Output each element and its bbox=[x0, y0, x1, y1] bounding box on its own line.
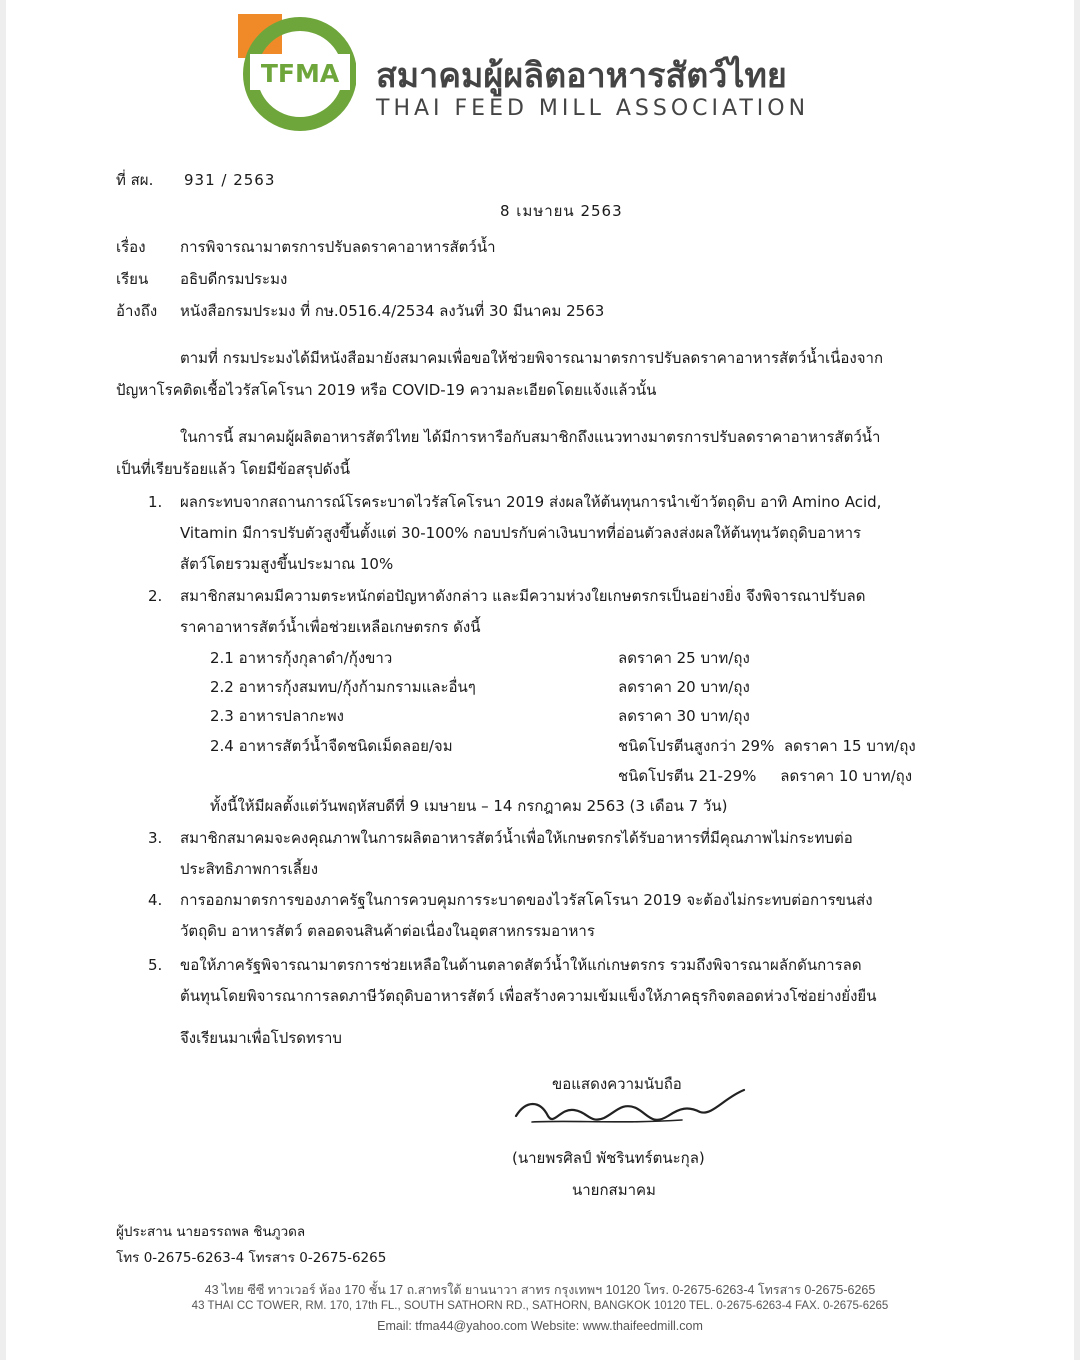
logo-text: TFMA bbox=[260, 59, 340, 88]
letter-date: 8 เมษายน 2563 bbox=[500, 202, 623, 220]
signer-title: นายกสมาคม bbox=[572, 1181, 656, 1199]
item2-line2: ราคาอาหารสัตว์น้ำเพื่อช่วยเหลือเกษตรกร ดังนี้ bbox=[180, 618, 481, 636]
para1-line2: ปัญหาโรคติดเชื้อไวรัสโคโรนา 2019 หรือ COVID-19 ความละเอียดโดยแจ้งแล้วนั้น bbox=[116, 381, 657, 399]
price-row-label: 2.2 อาหารกุ้งสมทบ/กุ้งก้ามกรามและอื่นๆ bbox=[210, 678, 476, 696]
signer-name: (นายพรศิลป์ พัชรินทร์ตนะกุล) bbox=[512, 1149, 705, 1167]
item1-line2: Vitamin มีการปรับตัวสูงขึ้นตั้งแต่ 30-100% กอบปรกับค่าเงินบาทที่อ่อนตัวลงส่งผลให้ต้นทุนวัตถุดิบอาหาร bbox=[180, 524, 862, 542]
item-number: 2. bbox=[148, 587, 163, 605]
item2-line1: สมาชิกสมาคมมีความตระหนักต่อปัญหาดังกล่าว และมีความห่วงใยเกษตรกรเป็นอย่างยิ่ง จึงพิจารณาปรับลด bbox=[180, 587, 866, 605]
item5-line1: ขอให้ภาครัฐพิจารณามาตรการช่วยเหลือในด้านตลาดสัตว์น้ำให้แก่เกษตรกร รวมถึงพิจารณาผลักดันการลด bbox=[180, 956, 862, 974]
item-number: 4. bbox=[148, 891, 163, 909]
ref-label: ที่ สผ. bbox=[116, 171, 154, 189]
item-number: 3. bbox=[148, 829, 163, 847]
footer-address-thai: 43 ไทย ซีซี ทาวเวอร์ ห้อง 170 ชั้น 17 ถ.สาทรใต้ ยานนาวา สาทร กรุงเทพฯ 10120 โทร. 0-2675-6263-4 โทรสาร 0-2675-6265 bbox=[204, 1283, 876, 1297]
regards-text: ขอแสดงความนับถือ bbox=[552, 1075, 682, 1093]
reference-text: หนังสือกรมประมง ที่ กษ.0516.4/2534 ลงวันที่ 30 มีนาคม 2563 bbox=[180, 302, 605, 320]
ref-number: 931 / 2563 bbox=[184, 171, 276, 189]
subject-text: การพิจารณามาตรการปรับลดราคาอาหารสัตว์น้ำ bbox=[180, 238, 496, 256]
price-row-value: ลดราคา 25 บาท/ถุง bbox=[618, 649, 750, 667]
subject-label: เรื่อง bbox=[116, 238, 146, 256]
price-row-label: 2.4 อาหารสัตว์น้ำจืดชนิดเม็ดลอย/จม bbox=[210, 737, 453, 755]
para2-line2: เป็นที่เรียบร้อยแล้ว โดยมีข้อสรุปดังนี้ bbox=[116, 460, 350, 478]
item1-line1: ผลกระทบจากสถานการณ์โรคระบาดไวรัสโคโรนา 2019 ส่งผลให้ต้นทุนการนำเข้าวัตถุดิบ อาทิ Amino Acid, bbox=[180, 493, 882, 511]
item-number: 1. bbox=[148, 493, 163, 511]
reference-label: อ้างถึง bbox=[116, 302, 158, 320]
item1-line3: สัตว์โดยรวมสูงขึ้นประมาณ 10% bbox=[180, 555, 394, 573]
item-number: 5. bbox=[148, 956, 163, 974]
signature bbox=[512, 1086, 752, 1134]
recipient-label: เรียน bbox=[116, 270, 149, 288]
item3-line2: ประสิทธิภาพการเลี้ยง bbox=[180, 860, 319, 878]
item4-line1: การออกมาตรการของภาครัฐในการควบคุมการระบาดของไวรัสโคโรนา 2019 จะต้องไม่กระทบต่อการขนส่ง bbox=[180, 891, 873, 909]
price-row-label: 2.1 อาหารกุ้งกุลาดำ/กุ้งขาว bbox=[210, 649, 393, 667]
price-row-label: 2.3 อาหารปลากะพง bbox=[210, 707, 344, 725]
recipient-text: อธิบดีกรมประมง bbox=[180, 270, 288, 288]
coordinator: ผู้ประสาน นายอรรถพล ชินภูวดล bbox=[116, 1224, 306, 1240]
closing-text: จึงเรียนมาเพื่อโปรดทราบ bbox=[180, 1029, 342, 1047]
para2-line1: ในการนี้ สมาคมผู้ผลิตอาหารสัตว์ไทย ได้มีการหารือกับสมาชิกถึงแนวทางมาตรการปรับลดราคาอาหารสัตว์น้ำ bbox=[180, 428, 881, 446]
letterhead bbox=[236, 12, 856, 137]
org-name-english: THAI FEED MILL ASSOCIATION bbox=[376, 96, 810, 121]
price-row-value: ชนิดโปรตีนสูงกว่า 29% ลดราคา 15 บาท/ถุง bbox=[618, 737, 916, 755]
para1-line1: ตามที่ กรมประมงได้มีหนังสือมายังสมาคมเพื่อขอให้ช่วยพิจารณามาตรการปรับลดราคาอาหารสัตว์น้ำเนื่องจาก bbox=[180, 349, 884, 367]
footer-address-english: 43 THAI CC TOWER, RM. 170, 17th FL., SOUTH SATHORN RD., SATHORN, BANGKOK 10120 TEL. 0-2675-6263-4 FAX. 0-2675-6265 bbox=[191, 1300, 889, 1312]
price-row-value: ลดราคา 30 บาท/ถุง bbox=[618, 707, 750, 725]
tfma-logo bbox=[236, 12, 356, 134]
item5-line2: ต้นทุนโดยพิจารณาการลดภาษีวัตถุดิบอาหารสัตว์ เพื่อสร้างความเข้มแข็งให้ภาคธุรกิจตลอดห่วงโซ่อย่างยั่งยืน bbox=[180, 987, 877, 1005]
item4-line2: วัตถุดิบ อาหารสัตว์ ตลอดจนสินค้าต่อเนื่องในอุตสาหกรรมอาหาร bbox=[180, 922, 595, 940]
price-row-value: ชนิดโปรตีน 21-29% ลดราคา 10 บาท/ถุง bbox=[618, 767, 913, 785]
footer-email-website: Email: tfma44@yahoo.com Website: www.thaifeedmill.com bbox=[377, 1319, 703, 1333]
effective-note: ทั้งนี้ให้มีผลตั้งแต่วันพฤหัสบดีที่ 9 เมษายน – 14 กรกฎาคม 2563 (3 เดือน 7 วัน) bbox=[210, 797, 728, 815]
item3-line1: สมาชิกสมาคมจะคงคุณภาพในการผลิตอาหารสัตว์น้ำเพื่อให้เกษตรกรได้รับอาหารที่มีคุณภาพไม่กระทบต่อ bbox=[180, 829, 853, 847]
contact-phone: โทร 0-2675-6263-4 โทรสาร 0-2675-6265 bbox=[116, 1250, 387, 1266]
org-name-thai: สมาคมผู้ผลิตอาหารสัตว์ไทย bbox=[376, 56, 787, 96]
price-row-value: ลดราคา 20 บาท/ถุง bbox=[618, 678, 750, 696]
